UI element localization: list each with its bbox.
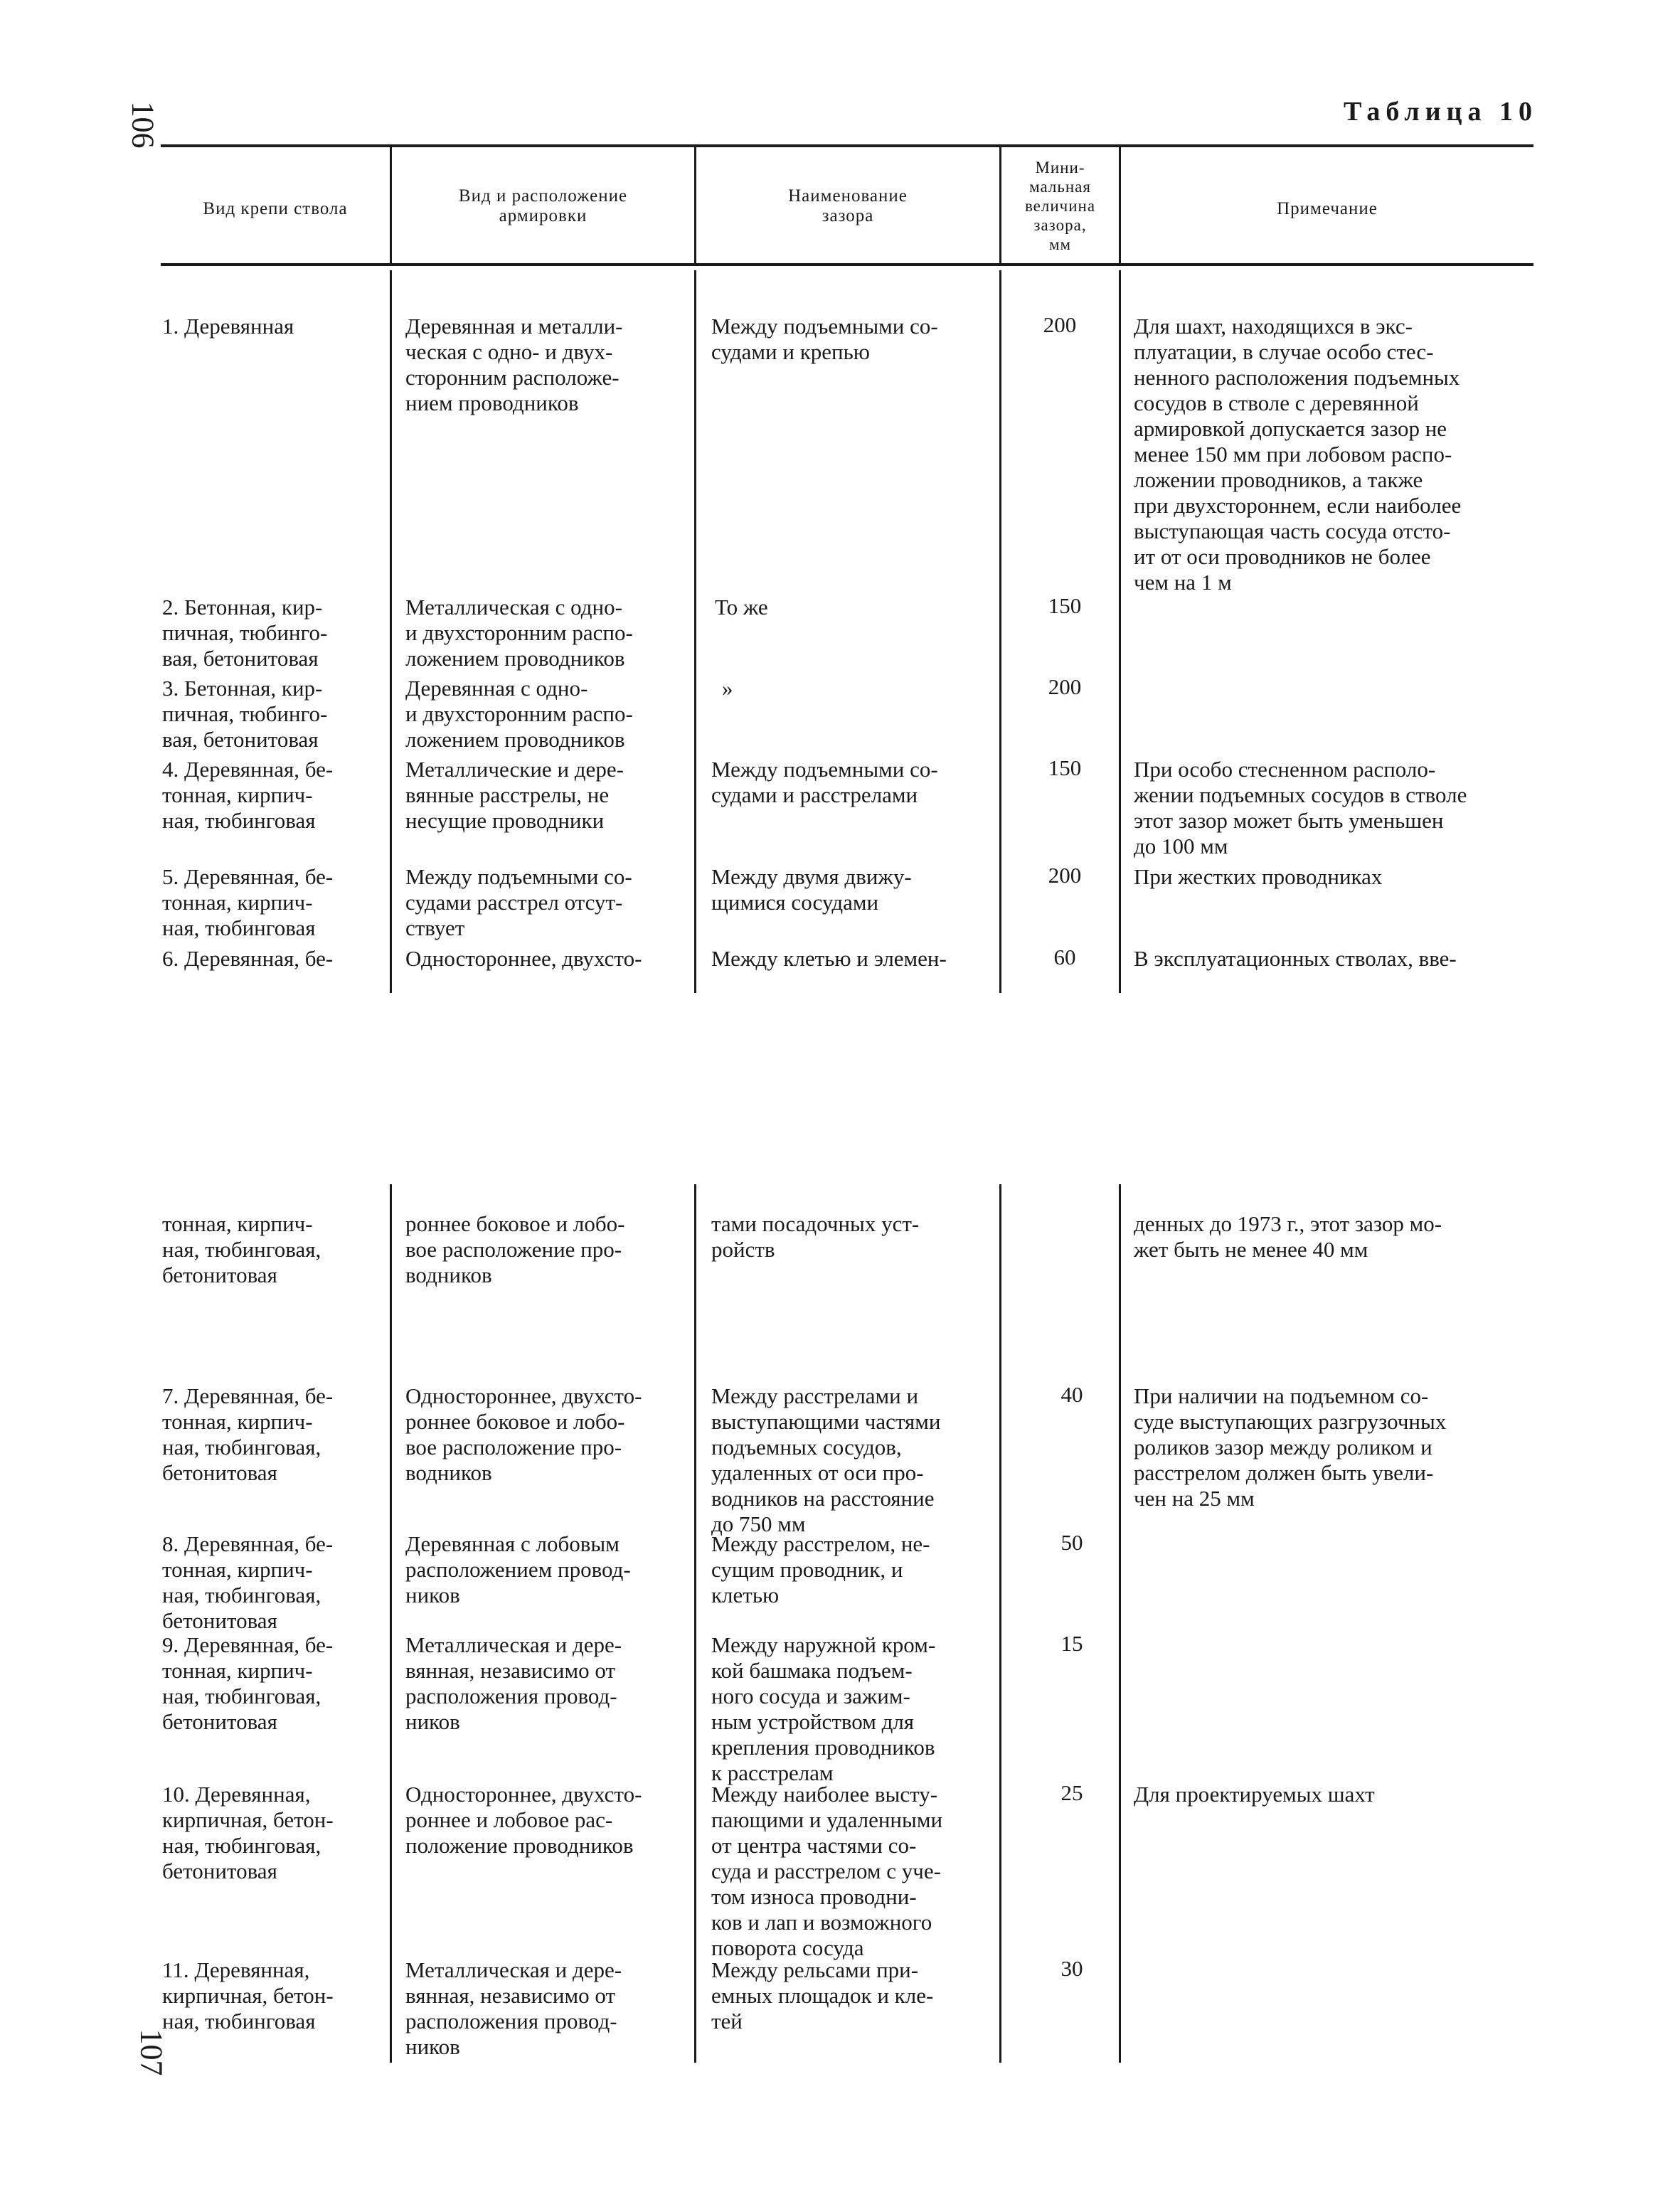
table-top-rule [161, 144, 1533, 147]
row-10-kind: 10. Деревянная, кирпичная, бетон- ная, тюбинговая, бетонитовая [162, 1782, 334, 1883]
row-8-kind: 8. Деревянная, бе- тонная, кирпич- ная, тюбинговая, бетонитовая [162, 1531, 334, 1633]
row-1-note: Для шахт, находящихся в экс- плуатации, в случае особо стес- ненного расположения подъемных сосудов в стволе с деревянной армировкой допускается зазор не менее 150 мм при лобовом распо- ложении проводников, а также при двухстороннем, если наиболее выступающая часть сосуда отсто- ит от оси проводников не более чем на 1 м [1134, 314, 1462, 595]
header-gap-name: Наименование зазора [788, 186, 908, 225]
row-2-kind: 2. Бетонная, кир- пичная, тюбинго- вая, бетонитовая [162, 595, 328, 671]
column-divider [1119, 270, 1121, 993]
row-2-gap-name: То же [715, 595, 768, 620]
row-4-note: При особо стесненном располо- жении подъемных сосудов в стволе этот зазор может быть уменьшен до 100 мм [1134, 757, 1467, 858]
row-11-kind: 11. Деревянная, кирпичная, бетон- ная, тюбинговая [162, 1957, 334, 2034]
column-divider [390, 270, 392, 993]
row-5-note: При жестких проводниках [1134, 864, 1383, 889]
row-6-kind-continued: тонная, кирпич- ная, тюбинговая, бетонитовая [162, 1211, 321, 1287]
row-5-armirovka: Между подъемными со- судами расстрел отсут- ствует [405, 864, 632, 940]
row-7-gap-name: Между расстрелами и выступающими частями подъемных сосудов, удаленных от оси про- водников на расстояние до 750 мм [711, 1383, 941, 1536]
row-7-value: 40 [1060, 1382, 1083, 1407]
row-3-armirovka: Деревянная с одно- и двухсторонним распо- ложением проводников [405, 676, 633, 752]
row-1-armirovka: Деревянная и металли- ческая с одно- и двух- сторонним расположе- нием проводников [405, 314, 623, 415]
header-kind: Вид крепи ствола [203, 199, 348, 218]
row-6-gap-name-continued: тами посадочных уст- ройств [711, 1211, 920, 1262]
row-3-gap-name: » [722, 676, 733, 701]
row-4-armirovka: Металлические и дере- вянные расстрелы, не несущие проводники [405, 757, 624, 833]
row-3-kind: 3. Бетонная, кир- пичная, тюбинго- вая, бетонитовая [162, 676, 328, 752]
row-2-armirovka: Металлическая с одно- и двухсторонним распо- ложением проводников [405, 595, 633, 671]
column-divider [999, 270, 1001, 993]
row-7-kind: 7. Деревянная, бе- тонная, кирпич- ная, тюбинговая, бетонитовая [162, 1383, 334, 1485]
row-4-gap-name: Между подъемными со- судами и расстрелами [711, 757, 938, 807]
row-1-gap-name: Между подъемными со- судами и крепью [711, 314, 938, 364]
row-10-gap-name: Между наиболее высту- пающими и удаленными от центра частями со- суда и расстрелом с уче- том износа проводни- ков и лап и возможного поворота сосуда [711, 1782, 943, 1960]
row-6-note-continued: денных до 1973 г., этот зазор мо- жет быть не менее 40 мм [1134, 1211, 1442, 1262]
row-7-note: При наличии на подъемном со- суде выступающих разгрузочных роликов зазор между роликом и расстрелом должен быть увели- чен на 25 мм [1134, 1383, 1447, 1511]
row-6-value: 60 [1053, 945, 1076, 969]
row-3-value: 200 [1048, 674, 1082, 699]
row-5-kind: 5. Деревянная, бе- тонная, кирпич- ная, тюбинговая [162, 864, 334, 940]
row-7-armirovka: Одностороннее, двухсто- роннее боковое и лобо- вое расположение про- водников [405, 1383, 642, 1485]
header-note: Примечание [1277, 199, 1378, 218]
row-2-value: 150 [1048, 593, 1082, 618]
header-min-gap: Мини- мальная величина зазора, мм [1024, 159, 1096, 253]
page-number-bottom: 107 [134, 2029, 169, 2076]
row-6-armirovka-continued: роннее боковое и лобо- вое расположение про- водников [405, 1211, 625, 1287]
row-6-note: В эксплуатационных стволах, вве- [1134, 946, 1457, 971]
row-4-value: 150 [1048, 755, 1082, 780]
row-4-kind: 4. Деревянная, бе- тонная, кирпич- ная, тюбинговая [162, 757, 334, 833]
row-1-kind: 1. Деревянная [162, 314, 294, 339]
row-1-value: 200 [1043, 312, 1077, 337]
row-5-gap-name: Между двумя движу- щимися сосудами [711, 864, 912, 915]
row-9-armirovka: Металлическая и дере- вянная, независимо от расположения провод- ников [405, 1632, 622, 1734]
column-divider [999, 1184, 1001, 2063]
column-divider [694, 270, 696, 993]
row-8-value: 50 [1060, 1530, 1083, 1555]
row-6-armirovka: Одностороннее, двухсто- [405, 946, 642, 971]
row-11-armirovka: Металлическая и дере- вянная, независимо от расположения провод- ников [405, 1957, 622, 2059]
row-11-gap-name: Между рельсами при- емных площадок и кле- тей [711, 1957, 934, 2034]
column-divider [390, 1184, 392, 2063]
row-9-value: 15 [1060, 1631, 1083, 1656]
page-number-top: 106 [125, 101, 161, 149]
row-10-armirovka: Одностороннее, двухсто- роннее и лобовое рас- положение проводников [405, 1782, 642, 1858]
row-10-value: 25 [1060, 1780, 1083, 1805]
row-6-gap-name: Между клетью и элемен- [711, 946, 947, 971]
header-bottom-rule [161, 263, 1533, 266]
row-8-armirovka: Деревянная с лобовым расположением провод- ников [405, 1531, 631, 1607]
row-5-value: 200 [1048, 863, 1082, 888]
column-divider [694, 1184, 696, 2063]
row-9-kind: 9. Деревянная, бе- тонная, кирпич- ная, тюбинговая, бетонитовая [162, 1632, 334, 1734]
row-11-value: 30 [1060, 1956, 1083, 1981]
row-6-kind: 6. Деревянная, бе- [162, 946, 334, 971]
column-divider [1119, 1184, 1121, 2063]
table-caption: Таблица 10 [1343, 97, 1538, 127]
row-9-gap-name: Между наружной кром- кой башмака подъем- ного сосуда и зажим- ным устройством для крепления проводников к расстрелам [711, 1632, 936, 1785]
header-armirovka: Вид и расположение армировки [458, 186, 628, 225]
row-8-gap-name: Между расстрелом, не- сущим проводник, и клетью [711, 1531, 930, 1607]
row-10-note: Для проектируемых шахт [1134, 1782, 1375, 1807]
